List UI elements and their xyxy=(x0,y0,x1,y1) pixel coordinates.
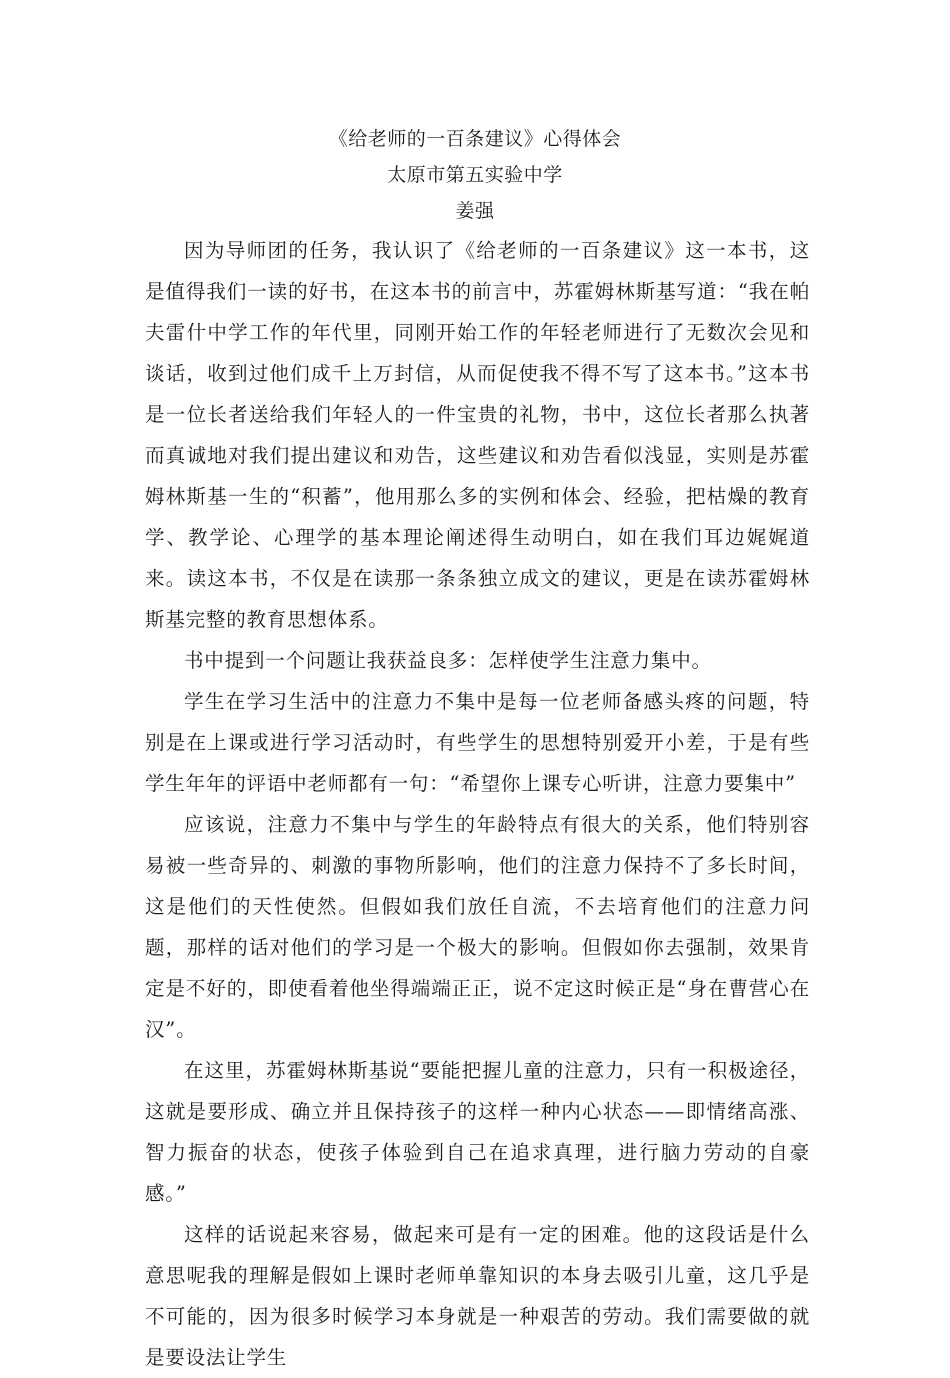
paragraph: 在这里，苏霍姆林斯基说“要能把握儿童的注意力，只有一积极途径，这就是要形成、确立并且保持孩子的这样一种内心状态——即情绪高涨、智力振奋的状态，使孩子体验到自己在追求真理，进行脑力劳动的自豪感。” xyxy=(145,1059,810,1205)
school-name: 太原市第五实验中学 xyxy=(387,164,563,186)
document-body xyxy=(145,230,810,1378)
author-name: 姜强 xyxy=(455,200,495,222)
paragraph: 应该说，注意力不集中与学生的年龄特点有很大的关系，他们特别容易被一些奇异的、刺激的事物所影响，他们的注意力保持不了多长时间，这是他们的天性使然。但假如我们放任自流，不去培育他们的注意力问题，那样的话对他们的学习是一个极大的影响。但假如你去强制，效果肯定是不好的，即使看着他坐得端端正正，说不定这时候正是“身在曹营心在汉”。 xyxy=(145,813,810,1041)
paragraph: 这样的话说起来容易，做起来可是有一定的困难。他的这段话是什么意思呢我的理解是假如上课时老师单靠知识的本身去吸引儿童，这几乎是不可能的，因为很多时候学习本身就是一种艰苦的劳动。我们需要做的就是要设法让学生 xyxy=(145,1223,810,1369)
paragraph: 因为导师团的任务，我认识了《给老师的一百条建议》这一本书，这是值得我们一读的好书，在这本书的前言中，苏霍姆林斯基写道：“我在帕夫雷什中学工作的年代里，同刚开始工作的年轻老师进行了无数次会见和谈话，收到过他们成千上万封信，从而促使我不得不写了这本书。”这本书是一位长者送给我们年轻人的一件宝贵的礼物，书中，这位长者那么执著而真诚地对我们提出建议和劝告，这些建议和劝告看似浅显，实则是苏霍姆林斯基一生的“积蓄”，他用那么多的实例和体会、经验，把枯燥的教育学、教学论、心理学的基本理论阐述得生动明白，如在我们耳边娓娓道来。读这本书，不仅是在读那一条条独立成文的建议，更是在读苏霍姆林斯基完整的教育思想体系。 xyxy=(145,239,810,631)
paragraph: 学生在学习生活中的注意力不集中是每一位老师备感头疼的问题，特别是在上课或进行学习活动时，有些学生的思想特别爱开小差，于是有些学生年年的评语中老师都有一句：“希望你上课专心听讲，注意力要集中” xyxy=(145,690,810,795)
paragraph: 书中提到一个问题让我获益良多：怎样使学生注意力集中。 xyxy=(184,649,712,672)
document-title: 《给老师的一百条建议》心得体会 xyxy=(328,128,622,150)
